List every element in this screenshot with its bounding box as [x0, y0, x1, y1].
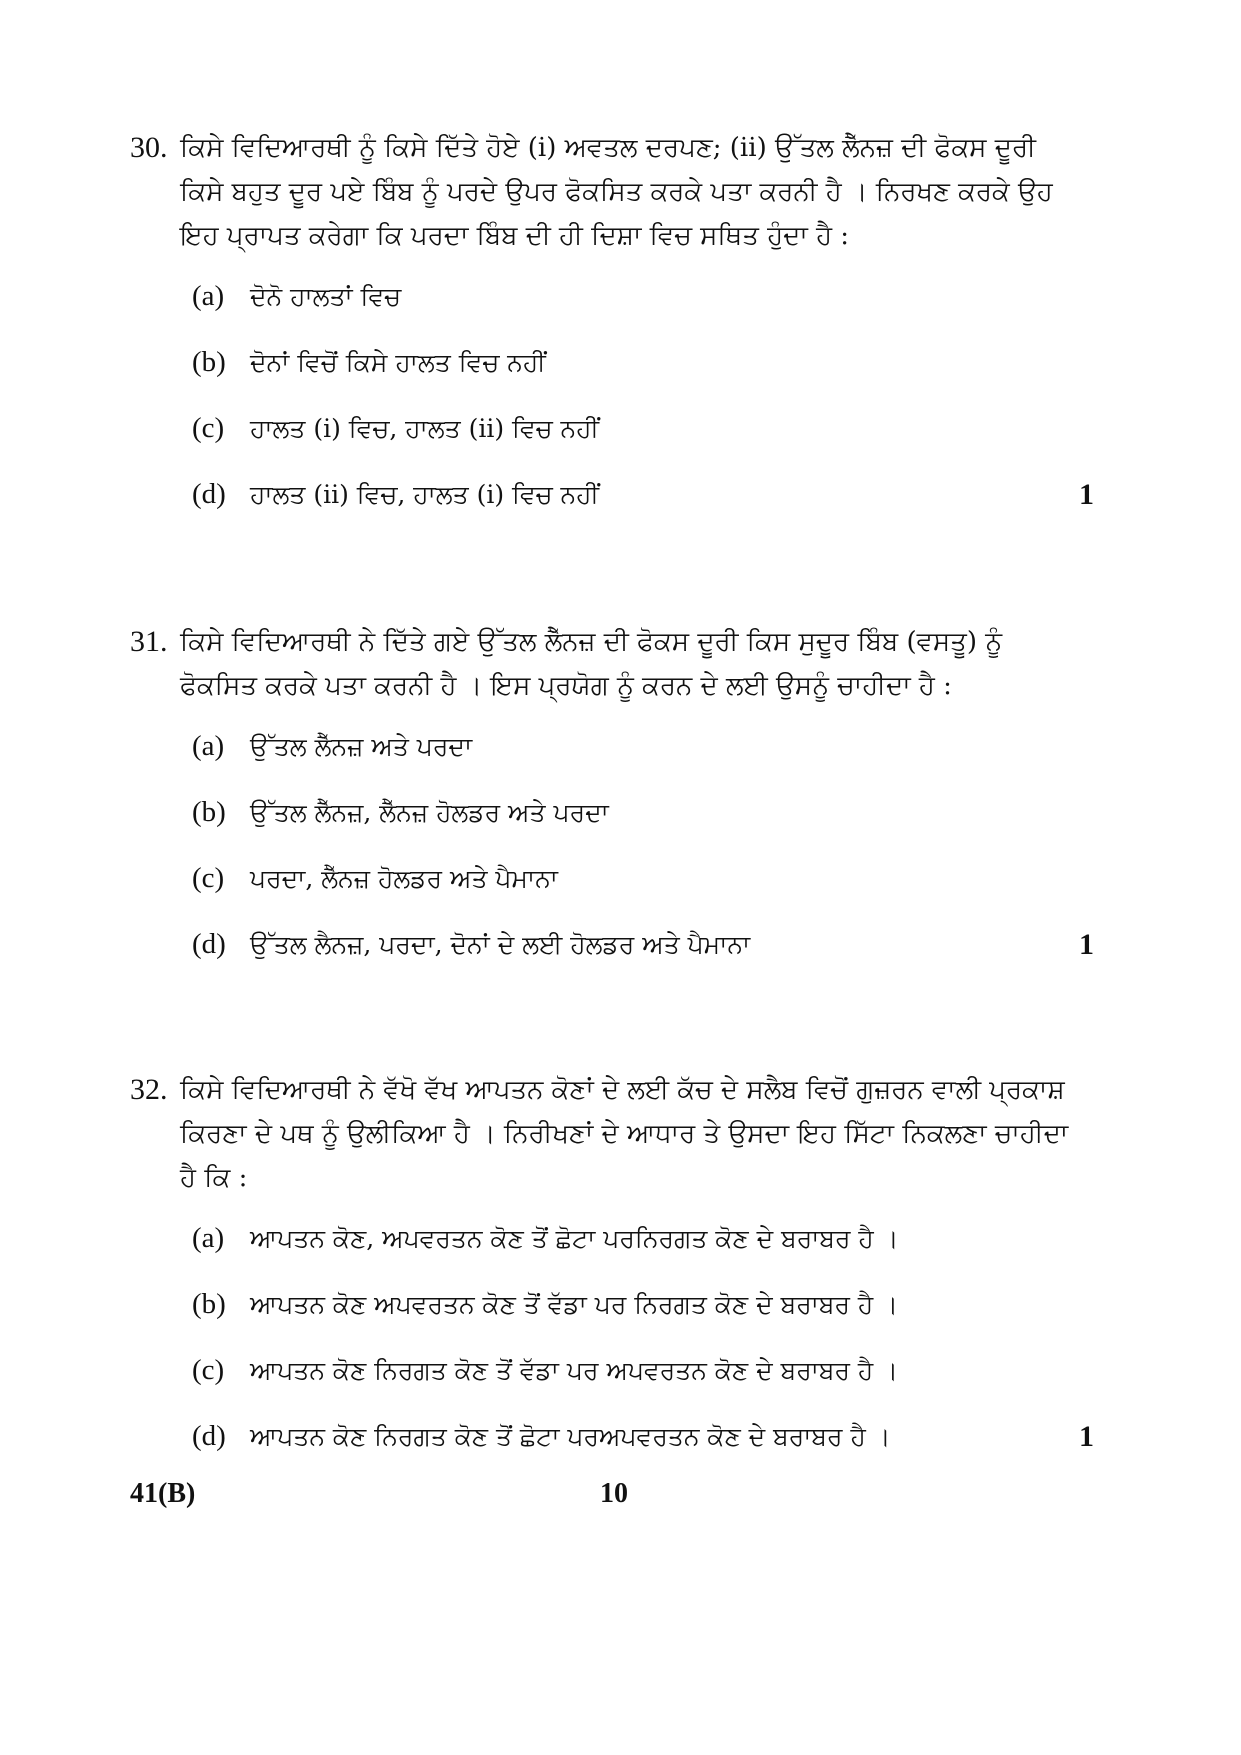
option-text: ਆਪਤਨ ਕੋਣ, ਅਪਵਰਤਨ ਕੋਣ ਤੋਂ ਛੋਟਾ ਪਰਨਿਰਗਤ ਕੋਣ ਦੇ ਬਰਾਬਰ ਹੈ ।	[250, 1224, 899, 1253]
option-d	[192, 1420, 1094, 1486]
option-text: ਉੱਤਲ ਲੈੱਨਜ਼ ਅਤੇ ਪਰਦਾ	[250, 732, 473, 761]
option-letter: (a)	[192, 730, 225, 762]
question-header	[130, 620, 1080, 708]
option-text: ਉੱਤਲ ਲੈਨਜ਼, ਪਰਦਾ, ਦੋਨਾਂ ਦੇ ਲਈ ਹੋਲਡਰ ਅਤੇ ਪੈਮਾਨਾ	[250, 930, 751, 959]
option-b	[192, 1288, 1080, 1354]
option-letter: (b)	[192, 1288, 226, 1320]
option-text: ਦੋਨੋ ਹਾਲਤਾਂ ਵਿਚ	[250, 282, 402, 311]
page-number: 10	[600, 1478, 628, 1509]
option-d	[192, 928, 1094, 994]
option-text: ਉੱਤਲ ਲੈੱਨਜ਼, ਲੈੱਨਜ਼ ਹੋਲਡਰ ਅਤੇ ਪਰਦਾ	[250, 798, 609, 827]
question-text: ਕਿਸੇ ਵਿਦਿਆਰਥੀ ਨੇ ਵੱਖੋ ਵੱਖ ਆਪਤਨ ਕੋਣਾਂ ਦੇ ਲਈ ਕੱਚ ਦੇ ਸਲੈਬ ਵਿਚੋਂ ਗੁਜ਼ਰਨ ਵਾਲੀ ਪ੍ਰਕਾਸ਼ ਕਿਰਣਾ ਦੇ ਪਥ ਨੂੰ ਉਲੀਕਿਆ ਹੈ । ਨਿਰੀਖਣਾਂ ਦੇ ਆਧਾਰ ਤੇ ਉਸਦਾ ਇਹ ਸਿੱਟਾ ਨਿਕਲਣਾ ਚਾਹੀਦਾ ਹੈ ਕਿ :	[180, 1075, 1069, 1193]
marks-label: 1	[1079, 1420, 1094, 1453]
question-32	[130, 1068, 1094, 1486]
option-c	[192, 862, 1080, 928]
option-b	[192, 346, 1080, 412]
option-text: ਆਪਤਨ ਕੋਣ ਨਿਰਗਤ ਕੋਣ ਤੋਂ ਛੋਟਾ ਪਰਅਪਵਰਤਨ ਕੋਣ ਦੇ ਬਰਾਬਰ ਹੈ ।	[250, 1422, 891, 1451]
option-letter: (b)	[192, 796, 226, 828]
option-letter: (c)	[192, 412, 225, 444]
options-list	[130, 280, 1094, 544]
question-31	[130, 620, 1094, 994]
question-number: 31.	[130, 625, 168, 658]
option-text: ਆਪਤਨ ਕੋਣ ਅਪਵਰਤਨ ਕੋਣ ਤੋਂ ਵੱਡਾ ਪਰ ਨਿਰਗਤ ਕੋਣ ਦੇ ਬਰਾਬਰ ਹੈ ।	[250, 1290, 899, 1319]
question-number: 30.	[130, 131, 168, 164]
options-list	[130, 1222, 1094, 1486]
option-text: ਆਪਤਨ ਕੋਣ ਨਿਰਗਤ ਕੋਣ ਤੋਂ ਵੱਡਾ ਪਰ ਅਪਵਰਤਨ ਕੋਣ ਦੇ ਬਰਾਬਰ ਹੈ ।	[250, 1356, 899, 1385]
question-text: ਕਿਸੇ ਵਿਦਿਆਰਥੀ ਨੇ ਦਿੱਤੇ ਗਏ ਉੱਤਲ ਲੈੱਨਜ਼ ਦੀ ਫੋਕਸ ਦੂਰੀ ਕਿਸ ਸੁਦੂਰ ਬਿੰਬ (ਵਸਤੂ) ਨੂੰ ਫੋਕਸਿਤ ਕਰਕੇ ਪਤਾ ਕਰਨੀ ਹੈ । ਇਸ ਪ੍ਰਯੋਗ ਨੂੰ ਕਰਨ ਦੇ ਲਈ ਉਸਨੂੰ ਚਾਹੀਦਾ ਹੈ :	[180, 627, 1003, 701]
option-letter: (d)	[192, 478, 226, 510]
option-letter: (b)	[192, 346, 226, 378]
option-d	[192, 478, 1094, 544]
option-c	[192, 1354, 1080, 1420]
option-letter: (a)	[192, 1222, 225, 1254]
option-text: ਹਾਲਤ (ii) ਵਿਚ, ਹਾਲਤ (i) ਵਿਚ ਨਹੀਂ	[250, 480, 600, 509]
option-a	[192, 1222, 1080, 1288]
option-c	[192, 412, 1080, 478]
option-letter: (d)	[192, 1420, 226, 1452]
question-text: ਕਿਸੇ ਵਿਦਿਆਰਥੀ ਨੂੰ ਕਿਸੇ ਦਿੱਤੇ ਹੋਏ (i) ਅਵਤਲ ਦਰਪਣ; (ii) ਉੱਤਲ ਲੈੱਨਜ਼ ਦੀ ਫੋਕਸ ਦੂਰੀ ਕਿਸੇ ਬਹੁਤ ਦੂਰ ਪਏ ਬਿੰਬ ਨੂੰ ਪਰਦੇ ਉਪਰ ਫੋਕਸਿਤ ਕਰਕੇ ਪਤਾ ਕਰਨੀ ਹੈ । ਨਿਰਖਣ ਕਰਕੇ ਉਹ ਇਹ ਪ੍ਰਾਪਤ ਕਰੇਗਾ ਕਿ ਪਰਦਾ ਬਿੰਬ ਦੀ ਹੀ ਦਿਸ਼ਾ ਵਿਚ ਸਥਿਤ ਹੁੰਦਾ ਹੈ :	[180, 133, 1053, 251]
question-30	[130, 126, 1094, 544]
option-letter: (d)	[192, 928, 226, 960]
marks-label: 1	[1079, 478, 1094, 511]
question-number: 32.	[130, 1073, 168, 1106]
marks-label: 1	[1079, 928, 1094, 961]
question-header	[130, 126, 1080, 258]
option-text: ਪਰਦਾ, ਲੈੱਨਜ਼ ਹੋਲਡਰ ਅਤੇ ਪੈਮਾਨਾ	[250, 864, 558, 893]
paper-code: 41(B)	[130, 1478, 196, 1509]
option-letter: (c)	[192, 862, 225, 894]
option-a	[192, 730, 1080, 796]
question-header	[130, 1068, 1080, 1200]
option-b	[192, 796, 1080, 862]
option-letter: (c)	[192, 1354, 225, 1386]
option-text: ਦੋਨਾਂ ਵਿਚੋਂ ਕਿਸੇ ਹਾਲਤ ਵਿਚ ਨਹੀਂ	[250, 348, 546, 377]
option-letter: (a)	[192, 280, 225, 312]
option-text: ਹਾਲਤ (i) ਵਿਚ, ਹਾਲਤ (ii) ਵਿਚ ਨਹੀਂ	[250, 414, 600, 443]
option-a	[192, 280, 1080, 346]
options-list	[130, 730, 1094, 994]
